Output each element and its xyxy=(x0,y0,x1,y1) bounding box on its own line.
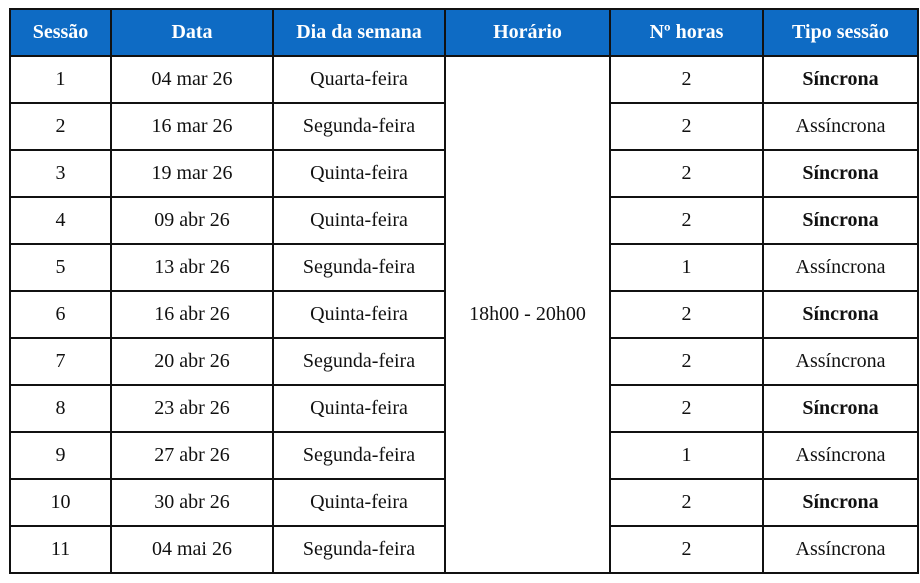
cell-session-type: Síncrona xyxy=(763,56,918,103)
cell-date: 09 abr 26 xyxy=(111,197,273,244)
cell-session-type: Assíncrona xyxy=(763,244,918,291)
cell-hours: 2 xyxy=(610,56,763,103)
cell-date: 27 abr 26 xyxy=(111,432,273,479)
header-session: Sessão xyxy=(10,9,111,56)
table-header xyxy=(10,9,918,56)
cell-date: 30 abr 26 xyxy=(111,479,273,526)
cell-hours: 2 xyxy=(610,291,763,338)
cell-date: 16 mar 26 xyxy=(111,103,273,150)
cell-session-type: Síncrona xyxy=(763,150,918,197)
cell-hours: 1 xyxy=(610,432,763,479)
cell-weekday: Segunda-feira xyxy=(273,103,445,150)
cell-session-type: Síncrona xyxy=(763,385,918,432)
table-body xyxy=(10,56,918,573)
cell-hours: 2 xyxy=(610,526,763,573)
header-session-type: Tipo sessão xyxy=(763,9,918,56)
cell-session: 3 xyxy=(10,150,111,197)
cell-session: 10 xyxy=(10,479,111,526)
cell-hours: 2 xyxy=(610,197,763,244)
header-date: Data xyxy=(111,9,273,56)
header-time: Horário xyxy=(445,9,610,56)
cell-hours: 2 xyxy=(610,103,763,150)
cell-weekday: Segunda-feira xyxy=(273,432,445,479)
cell-weekday: Segunda-feira xyxy=(273,526,445,573)
cell-session: 7 xyxy=(10,338,111,385)
cell-weekday: Segunda-feira xyxy=(273,244,445,291)
header-hours: Nº horas xyxy=(610,9,763,56)
cell-session-type: Assíncrona xyxy=(763,526,918,573)
cell-session: 5 xyxy=(10,244,111,291)
cell-weekday: Segunda-feira xyxy=(273,338,445,385)
cell-session-type: Assíncrona xyxy=(763,103,918,150)
cell-session: 8 xyxy=(10,385,111,432)
cell-session: 6 xyxy=(10,291,111,338)
cell-session-type: Assíncrona xyxy=(763,432,918,479)
cell-weekday: Quinta-feira xyxy=(273,479,445,526)
cell-session: 9 xyxy=(10,432,111,479)
cell-weekday: Quarta-feira xyxy=(273,56,445,103)
cell-hours: 2 xyxy=(610,150,763,197)
cell-date: 20 abr 26 xyxy=(111,338,273,385)
header-weekday: Dia da semana xyxy=(273,9,445,56)
cell-hours: 2 xyxy=(610,479,763,526)
cell-date: 04 mai 26 xyxy=(111,526,273,573)
cell-weekday: Quinta-feira xyxy=(273,291,445,338)
cell-session: 1 xyxy=(10,56,111,103)
schedule-table-container xyxy=(9,8,919,574)
cell-session-type: Síncrona xyxy=(763,479,918,526)
cell-date: 13 abr 26 xyxy=(111,244,273,291)
cell-date: 16 abr 26 xyxy=(111,291,273,338)
header-row xyxy=(10,9,918,56)
cell-session-type: Síncrona xyxy=(763,291,918,338)
cell-date: 04 mar 26 xyxy=(111,56,273,103)
cell-hours: 2 xyxy=(610,338,763,385)
cell-weekday: Quinta-feira xyxy=(273,197,445,244)
cell-weekday: Quinta-feira xyxy=(273,150,445,197)
cell-hours: 1 xyxy=(610,244,763,291)
cell-session-type: Síncrona xyxy=(763,197,918,244)
cell-session: 2 xyxy=(10,103,111,150)
cell-time: 18h00 - 20h00 xyxy=(445,56,610,573)
cell-hours: 2 xyxy=(610,385,763,432)
cell-date: 19 mar 26 xyxy=(111,150,273,197)
cell-session: 4 xyxy=(10,197,111,244)
cell-session: 11 xyxy=(10,526,111,573)
table-row xyxy=(10,56,918,103)
schedule-table xyxy=(9,8,919,574)
cell-date: 23 abr 26 xyxy=(111,385,273,432)
cell-session-type: Assíncrona xyxy=(763,338,918,385)
cell-weekday: Quinta-feira xyxy=(273,385,445,432)
